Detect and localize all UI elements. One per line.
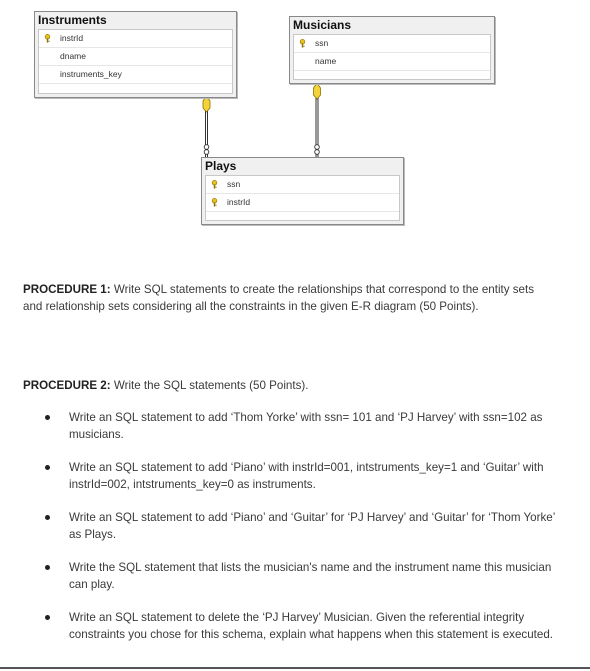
procedure-2 bbox=[23, 377, 555, 394]
field-name: ssn bbox=[227, 179, 241, 189]
table-musicians[interactable] bbox=[289, 16, 495, 84]
field-row bbox=[294, 53, 490, 71]
relationship-instruments-plays bbox=[203, 96, 210, 157]
procedure-1 bbox=[23, 281, 555, 315]
bullet-icon bbox=[45, 565, 50, 570]
field-list bbox=[293, 34, 491, 80]
list-item: Write an SQL statement to delete the ‘PJ Harvey’ Musician. Given the referential integrity constraints you chose for this schema, explain what happens when this statement is executed. bbox=[69, 611, 553, 641]
field-row bbox=[206, 176, 399, 194]
field-name: instrId bbox=[227, 197, 251, 207]
key-endpoint-icon bbox=[203, 96, 210, 112]
table-title: Musicians bbox=[293, 18, 352, 32]
procedure-1-label: PROCEDURE 1: bbox=[23, 283, 111, 296]
page-border bbox=[0, 667, 590, 669]
list-item: Write an SQL statement to add ‘Thom Yorke’ with ssn= 101 and ‘PJ Harvey’ with ssn=102 as musicians. bbox=[69, 411, 543, 441]
relationship-musicians-plays bbox=[314, 82, 321, 157]
field-name: name bbox=[315, 56, 337, 66]
field-name: dname bbox=[60, 51, 86, 61]
table-instruments[interactable] bbox=[34, 11, 237, 98]
procedure-1-text: Write SQL statements to create the relationships that correspond to the entity sets and relationship sets considering all the constraints in the given E-R diagram (50 Points). bbox=[23, 283, 535, 313]
list-item: Write an SQL statement to add ‘Piano’ and ‘Guitar’ for ‘PJ Harvey’ and ‘Guitar’ for ‘Thom Yorke’ as Plays. bbox=[69, 511, 555, 541]
infinity-endpoint-icon bbox=[315, 145, 320, 150]
field-name: ssn bbox=[315, 38, 329, 48]
field-row bbox=[39, 66, 232, 84]
field-list bbox=[38, 29, 233, 94]
field-name: instruments_key bbox=[60, 69, 122, 79]
field-row bbox=[39, 30, 232, 48]
procedure-2-label: PROCEDURE 2: bbox=[23, 379, 111, 392]
bullet-icon bbox=[45, 415, 50, 420]
primary-key-icon bbox=[43, 34, 52, 43]
list-item: Write an SQL statement to add ‘Piano’ with instrId=001, intstruments_key=1 and ‘Guitar’ with instrId=002, intstruments_key=0 as instruments. bbox=[69, 461, 544, 491]
field-name: instrId bbox=[60, 33, 84, 43]
table-plays[interactable] bbox=[201, 157, 404, 225]
field-row bbox=[294, 35, 490, 53]
er-diagram bbox=[0, 0, 590, 240]
procedure-2-text: Write the SQL statements (50 Points). bbox=[113, 379, 309, 392]
list-item: Write the SQL statement that lists the musician's name and the instrument name this musician can play. bbox=[69, 561, 552, 591]
field-list bbox=[205, 175, 400, 221]
bullet-icon bbox=[45, 465, 50, 470]
primary-key-icon bbox=[210, 180, 219, 189]
key-endpoint-icon bbox=[314, 83, 321, 99]
field-row bbox=[206, 194, 399, 212]
table-title: Instruments bbox=[38, 13, 107, 27]
bullet-icon bbox=[45, 615, 50, 620]
primary-key-icon bbox=[210, 198, 219, 207]
infinity-endpoint-icon bbox=[204, 145, 209, 150]
field-row bbox=[39, 48, 232, 66]
table-title: Plays bbox=[205, 159, 237, 173]
primary-key-icon bbox=[298, 39, 307, 48]
bullet-icon bbox=[45, 515, 50, 520]
